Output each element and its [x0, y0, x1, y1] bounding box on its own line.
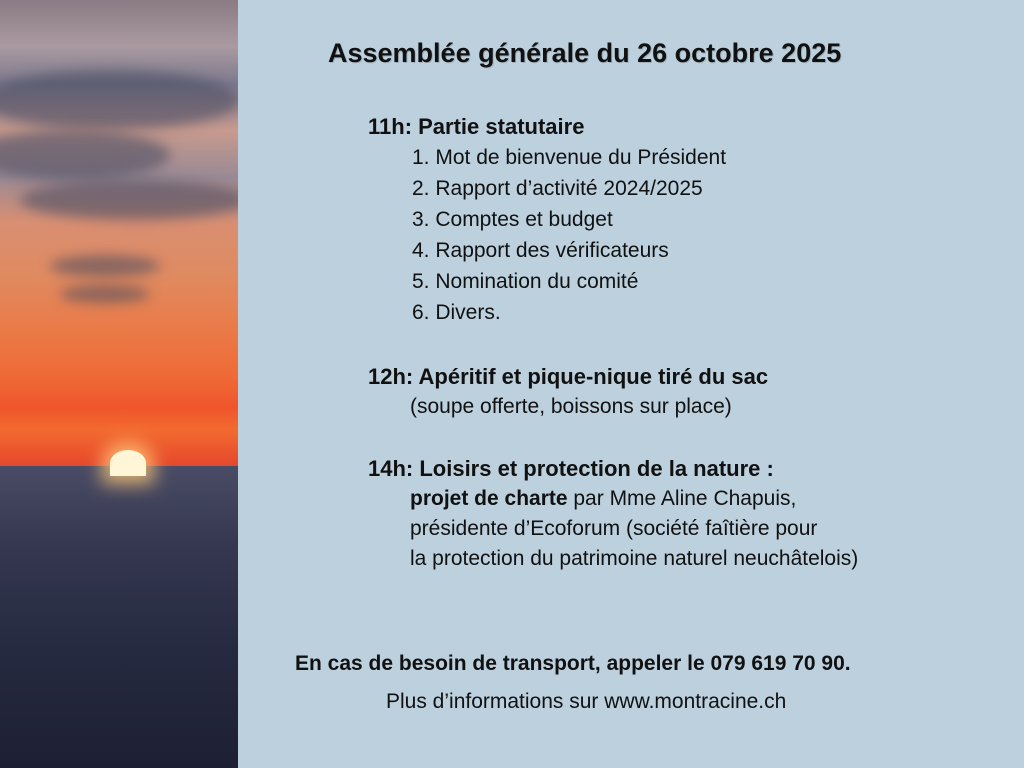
cloud [60, 285, 150, 303]
sun [110, 450, 146, 476]
list-item: 5. Nomination du comité [412, 270, 639, 293]
talk-title: projet de charte [410, 487, 568, 510]
talk-speaker: par Mme Aline Chapuis, [567, 487, 797, 510]
list-item: 4. Rapport des vérificateurs [412, 239, 669, 262]
section-heading: 11h: Partie statutaire [368, 114, 585, 139]
agenda-list [368, 142, 1008, 328]
list-item: 1. Mot de bienvenue du Président [412, 146, 727, 169]
section-heading: 14h: Loisirs et protection de la nature : [368, 456, 774, 481]
section-talk [368, 454, 1008, 574]
section-statutory [368, 112, 1008, 328]
section-heading: 12h: Apéritif et pique-nique tiré du sac [368, 364, 769, 389]
info-line: Plus d’informations sur www.montracine.ch [386, 690, 787, 713]
section-note: (soupe offerte, boissons sur place) [410, 395, 732, 418]
page-title: Assemblée générale du 26 octobre 2025 [328, 38, 842, 68]
cloud [0, 130, 170, 180]
landscape-silhouette [0, 466, 238, 768]
section-aperitif [368, 362, 1008, 422]
cloud [50, 255, 160, 277]
cloud [20, 180, 238, 220]
cloud [0, 70, 238, 130]
transport-notice: En cas de besoin de transport, appeler le 079 619 70 90. [295, 652, 851, 675]
sunset-photo [0, 0, 238, 768]
talk-line-2: présidente d’Ecoforum (société faîtière pour [410, 517, 818, 540]
list-item: 6. Divers. [412, 301, 501, 324]
talk-line-3: la protection du patrimoine naturel neuchâtelois) [410, 547, 859, 570]
list-item: 3. Comptes et budget [412, 208, 613, 231]
list-item: 2. Rapport d’activité 2024/2025 [412, 177, 703, 200]
talk-line-1 [368, 484, 1008, 514]
